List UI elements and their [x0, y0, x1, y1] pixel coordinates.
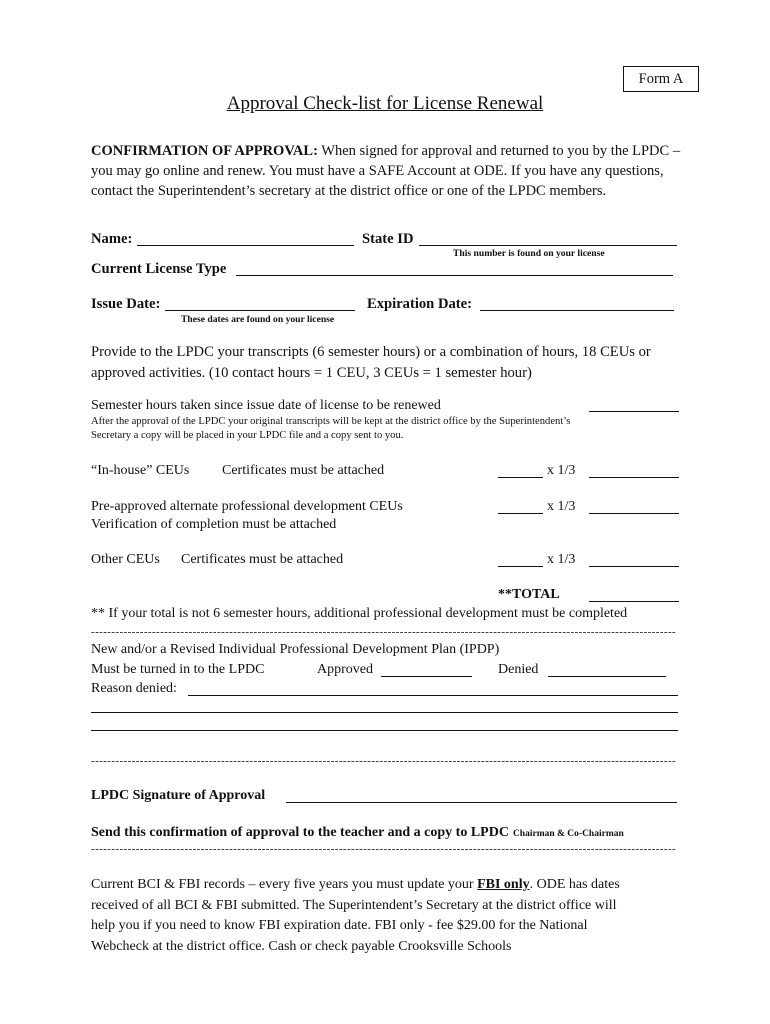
reason-line-2[interactable]: [91, 698, 678, 713]
preapproved-ceu-label: Pre-approved alternate professional development CEUs: [91, 499, 403, 514]
semester-note-line-1: After the approval of the LPDC your original transcripts will be kept at the district office by the Superintendent’s: [91, 416, 571, 427]
provide-line-1: Provide to the LPDC your transcripts (6 semester hours) or a combination of hours, 18 CEUs or: [91, 344, 651, 360]
approved-label: Approved: [317, 662, 373, 677]
bci-line-1: [91, 877, 620, 893]
total-label: **TOTAL: [498, 587, 560, 602]
inhouse-multiplier: x 1/3: [547, 463, 576, 478]
license-type-field[interactable]: [236, 261, 673, 276]
signature-field[interactable]: [286, 788, 677, 803]
ipdp-turned-in: Must be turned in to the LPDC: [91, 662, 265, 677]
preapproved-multiplier: x 1/3: [547, 499, 576, 514]
page-title: Approval Check-list for License Renewal: [226, 93, 544, 114]
reason-line-3[interactable]: [91, 716, 678, 731]
expiration-date-field[interactable]: [480, 296, 674, 311]
reason-denied-label: Reason denied:: [91, 681, 177, 696]
ipdp-line: New and/or a Revised Individual Professional Development Plan (IPDP): [91, 642, 500, 657]
preapproved-ceu-count-field[interactable]: [498, 499, 543, 514]
expiration-date-label: Expiration Date:: [367, 296, 472, 312]
license-type-label: Current License Type: [91, 261, 227, 277]
reason-denied-field[interactable]: [188, 681, 678, 696]
other-ceu-count-field[interactable]: [498, 552, 543, 567]
inhouse-ceu-note: Certificates must be attached: [222, 463, 385, 478]
bci-line-1-pre: Current BCI & FBI records – every five years you must update your: [91, 877, 478, 892]
other-multiplier: x 1/3: [547, 552, 576, 567]
bci-fbi-only: FBI only: [477, 877, 530, 892]
total-note: ** If your total is not 6 semester hours, additional professional development must be completed: [91, 606, 628, 621]
state-id-field[interactable]: [419, 231, 677, 246]
form-label: Form A: [623, 66, 699, 92]
state-id-note: This number is found on your license: [453, 248, 605, 259]
send-text: Send this confirmation of approval to the teacher and a copy to LPDC: [91, 825, 509, 840]
semester-note-line-2: Secretary a copy will be placed in your LPDC file and a copy sent to you.: [91, 430, 404, 441]
issue-date-note: These dates are found on your license: [181, 314, 335, 325]
dashed-divider: ------------------------------------------------------------------------------------------------------------------------------------------------: [91, 843, 677, 855]
confirmation-paragraph: [91, 141, 681, 201]
confirmation-heading: CONFIRMATION OF APPROVAL:: [91, 143, 318, 159]
provide-line-2: approved activities. (10 contact hours = 1 CEU, 3 CEUs = 1 semester hour): [91, 365, 532, 381]
inhouse-ceu-label: “In-house” CEUs: [91, 463, 190, 478]
bci-line-3: help you if you need to know FBI expiration date. FBI only - fee $29.00 for the National: [91, 918, 588, 933]
other-ceu-note: Certificates must be attached: [181, 552, 344, 567]
state-id-label: State ID: [362, 231, 414, 247]
semester-hours-label: Semester hours taken since issue date of license to be renewed: [91, 398, 441, 413]
issue-date-label: Issue Date:: [91, 296, 161, 312]
other-ceu-label: Other CEUs: [91, 552, 160, 567]
confirmation-text: When signed for approval and returned to you by the LPDC – you may go online and renew. You must have a SAFE Account at ODE. If you have any questions, contact the Superintendent’s secretary at the district office or one of the LPDC members.: [91, 143, 681, 199]
bci-line-2: received of all BCI & FBI submitted. The Superintendent’s Secretary at the district office will: [91, 898, 617, 913]
bci-line-1-post: . ODE has dates: [529, 877, 620, 892]
issue-date-field[interactable]: [165, 296, 355, 311]
signature-label: LPDC Signature of Approval: [91, 788, 266, 803]
send-line: [91, 823, 624, 841]
send-chair: Chairman & Co-Chairman: [512, 829, 624, 839]
total-field[interactable]: [589, 587, 679, 602]
dashed-divider: ------------------------------------------------------------------------------------------------------------------------------------------------: [91, 626, 677, 638]
denied-label: Denied: [498, 662, 539, 677]
name-label: Name:: [91, 231, 133, 247]
inhouse-ceu-result-field[interactable]: [589, 463, 679, 478]
dashed-divider: ------------------------------------------------------------------------------------------------------------------------------------------------: [91, 755, 677, 767]
bci-line-4: Webcheck at the district office. Cash or check payable Crooksville Schools: [91, 939, 512, 954]
preapproved-ceu-note: Verification of completion must be attached: [91, 517, 337, 532]
name-field[interactable]: [137, 231, 354, 246]
semester-hours-field[interactable]: [589, 397, 679, 412]
approved-field[interactable]: [381, 662, 472, 677]
inhouse-ceu-count-field[interactable]: [498, 463, 543, 478]
other-ceu-result-field[interactable]: [589, 552, 679, 567]
preapproved-ceu-result-field[interactable]: [589, 499, 679, 514]
denied-field[interactable]: [548, 662, 666, 677]
